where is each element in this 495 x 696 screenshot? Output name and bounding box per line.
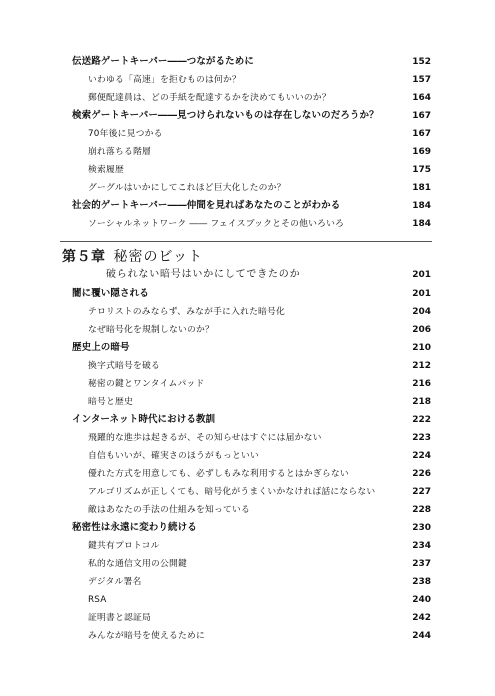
toc-entry-page: 223 — [412, 433, 431, 443]
toc-entry-page: 216 — [412, 379, 431, 389]
toc-entry — [0, 303, 495, 321]
toc-entry — [0, 71, 495, 89]
toc-entry-title: アルゴリズムが正しくても、暗号化がうまくいかなければ話にならない — [88, 487, 376, 497]
toc-entry-page: 224 — [412, 451, 431, 461]
toc-entry-page: 175 — [412, 165, 431, 175]
toc-entry — [0, 321, 495, 339]
toc-entry-page: 230 — [412, 523, 431, 533]
toc-entry — [0, 501, 495, 519]
toc-entry — [0, 125, 495, 143]
toc-entry-title: 私的な通信文用の公開鍵 — [88, 559, 187, 569]
toc-entry-page: 237 — [412, 559, 431, 569]
toc-entry-page: 227 — [412, 487, 431, 497]
toc-entry — [0, 447, 495, 465]
toc-entry-title: 敵はあなたの手法の仕組みを知っている — [88, 505, 250, 515]
toc-entry-page: 167 — [412, 111, 431, 121]
toc-entry-page: 218 — [412, 397, 431, 407]
toc-entry-title: デジタル署名 — [88, 577, 142, 587]
toc-entry-title: 飛躍的な進歩は起きるが、その知らせはすぐには届かない — [88, 433, 322, 443]
toc-entry — [0, 519, 495, 537]
toc-entry-page: 240 — [412, 595, 431, 605]
toc-entry-page: 222 — [412, 415, 431, 425]
toc-entry-title: 崩れ落ちる階層 — [88, 147, 151, 157]
toc-entry-page: 181 — [412, 183, 431, 193]
toc-entry-title: いわゆる「高速」を拒むものは何か？ — [88, 75, 241, 85]
toc-entry-page: 244 — [412, 631, 431, 641]
toc-entry-page: 164 — [412, 93, 431, 103]
toc-entry-title: 郵便配達員は、どの手紙を配達するかを決めてもいいのか？ — [88, 93, 331, 103]
toc-entry — [0, 143, 495, 161]
toc-entry-title: 秘密の鍵とワンタイムパッド — [88, 379, 205, 389]
toc-entry-page: 212 — [412, 361, 431, 371]
toc-entry-title: 検索ゲートキーパー――見つけられないものは存在しないのだろうか？ — [72, 110, 379, 121]
toc-entry — [0, 53, 495, 71]
toc-entry-page: 184 — [412, 219, 431, 229]
toc-entry — [0, 609, 495, 627]
toc-entry-title: テロリストのみならず、みなが手に入れた暗号化 — [88, 307, 286, 317]
toc-entry-title: RSA — [88, 595, 107, 605]
toc-entry — [0, 161, 495, 179]
toc-entry — [0, 627, 495, 645]
toc-entry — [0, 375, 495, 393]
toc-entry-title: 秘密性は永遠に変わり続ける — [72, 522, 197, 533]
toc-entry-title: インターネット時代における教訓 — [72, 414, 216, 425]
toc-entry-title: グーグルはいかにしてこれほど巨大化したのか？ — [88, 183, 286, 193]
toc-entry — [0, 411, 495, 429]
toc-entry — [0, 393, 495, 411]
toc-entry-title: ソーシャルネットワーク ―― フェイスブックとその他いろいろ — [88, 219, 345, 229]
toc-entry-page: 152 — [412, 57, 431, 67]
toc-entry — [0, 537, 495, 555]
toc-entry-page: 184 — [412, 201, 431, 211]
toc-entry-page: 201 — [412, 289, 431, 299]
toc-entry — [0, 429, 495, 447]
toc-entry — [0, 357, 495, 375]
toc-entry — [0, 179, 495, 197]
toc-entry-title: 歴史上の暗号 — [72, 342, 130, 353]
chapter-page: 201 — [412, 270, 431, 280]
toc-entry-title: 換字式暗号を破る — [88, 361, 160, 371]
toc-entry-page: 169 — [412, 147, 431, 157]
toc-entry-title: 自信もいいが、確実さのほうがもっといい — [88, 451, 259, 461]
toc-entry-title: 検索履歴 — [88, 165, 124, 175]
chapter-subtitle: 破られない暗号はいかにしてできたのか — [106, 269, 301, 280]
toc-entry — [0, 215, 495, 233]
toc-entry — [0, 591, 495, 609]
toc-entry-page: 228 — [412, 505, 431, 515]
toc-entry-title: 鍵共有プロトコル — [88, 541, 160, 551]
toc-entry-title: 証明書と認証局 — [88, 613, 151, 623]
toc-entry — [0, 197, 495, 215]
toc-entry-page: 234 — [412, 541, 431, 551]
toc-entry-title: なぜ暗号化を規制しないのか？ — [88, 325, 214, 335]
chapter-number: 第５章 — [62, 249, 106, 265]
toc-entry — [0, 573, 495, 591]
toc-entry — [0, 555, 495, 573]
toc-entry-page: 242 — [412, 613, 431, 623]
toc-entry-title: 暗号と歴史 — [88, 397, 133, 407]
chapter-divider — [60, 241, 432, 242]
toc-entry-page: 226 — [412, 469, 431, 479]
toc-entry — [0, 107, 495, 125]
toc-entry-page: 167 — [412, 129, 431, 139]
chapter-subtitle-row — [0, 266, 495, 284]
toc-entry-page: 206 — [412, 325, 431, 335]
toc-entry — [0, 465, 495, 483]
toc-entry-page: 157 — [412, 75, 431, 85]
chapter-title: 秘密のビット — [113, 249, 203, 265]
toc-entry-title: 優れた方式を用意しても、必ずしもみな利用するとはかぎらない — [88, 469, 349, 479]
toc-entry — [0, 285, 495, 303]
toc-entry-page: 238 — [412, 577, 431, 587]
toc-entry-title: 社会的ゲートキーパー――仲間を見ればあなたのことがわかる — [72, 200, 341, 211]
toc-entry-title: 伝送路ゲートキーパー――つながるために — [72, 56, 254, 67]
toc-entry-title: 闇に覆い隠される — [72, 288, 149, 299]
toc-entry — [0, 339, 495, 357]
toc-entry — [0, 89, 495, 107]
toc-entry-title: 70年後に見つかる — [88, 129, 163, 139]
toc-entry-title: みんなが暗号を使えるために — [88, 631, 205, 641]
toc-entry-page: 210 — [412, 343, 431, 353]
toc-entry — [0, 483, 495, 501]
toc-entry-page: 204 — [412, 307, 431, 317]
